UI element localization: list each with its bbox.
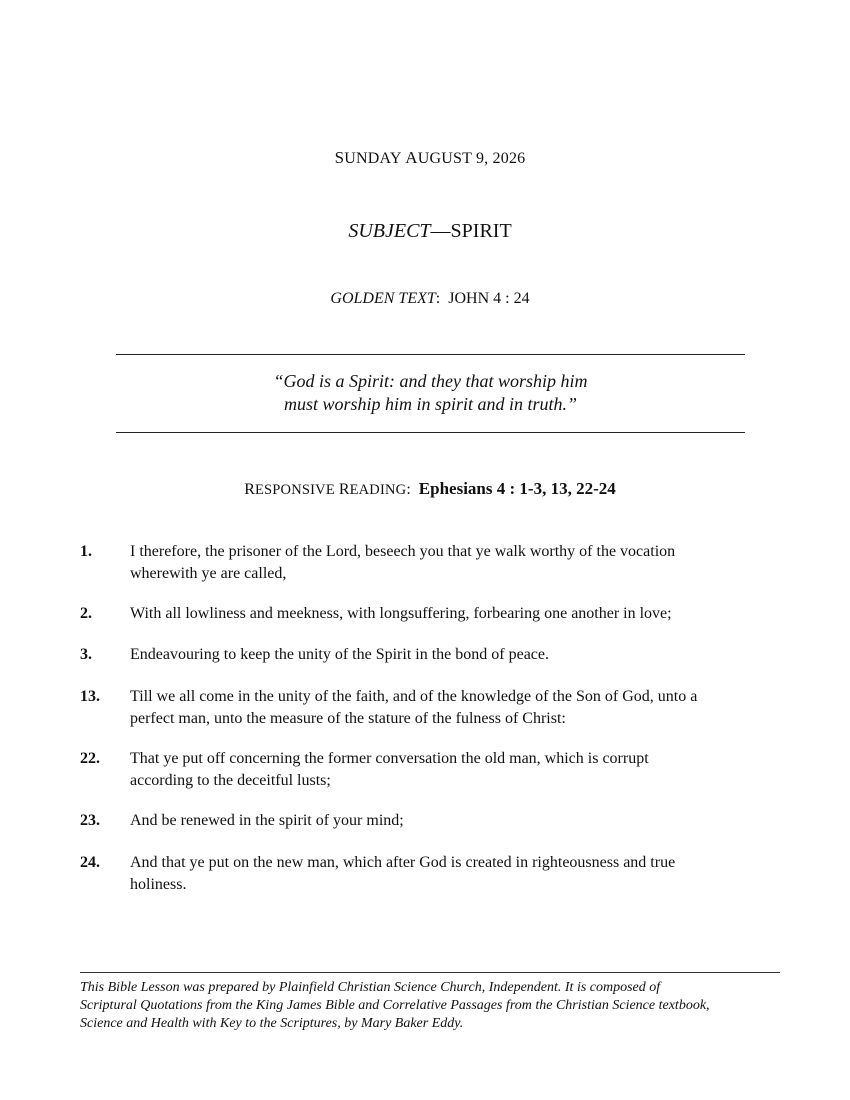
verse-text bbox=[130, 541, 780, 585]
responsive-reading-heading bbox=[0, 479, 850, 499]
verse-text bbox=[130, 810, 780, 832]
verse-number: 2. bbox=[80, 605, 92, 622]
quote-bottom-rule bbox=[116, 432, 745, 433]
golden-text-heading bbox=[0, 290, 850, 308]
verse-line: perfect man, unto the measure of the stature of the fulness of Christ: bbox=[130, 710, 566, 727]
subject-label: SUBJECT bbox=[348, 220, 431, 242]
subject-value: SPIRIT bbox=[450, 220, 512, 242]
verse-line: With all lowliness and meekness, with longsuffering, forbearing one another in love; bbox=[130, 605, 672, 622]
footer-note bbox=[80, 979, 780, 1033]
verse-item bbox=[80, 810, 780, 852]
verse-line: That ye put off concerning the former conversation the old man, which is corrupt bbox=[130, 750, 649, 767]
verse-line: wherewith ye are called, bbox=[130, 565, 287, 582]
footer-line: Science and Health with Key to the Scriptures, by Mary Baker Eddy. bbox=[80, 1016, 464, 1031]
reading-rest: EADING bbox=[349, 482, 407, 498]
verse-number: 13. bbox=[80, 688, 100, 705]
footer-line: Scriptural Quotations from the King James Bible and Correlative Passages from the Christian Science textbook, bbox=[80, 998, 710, 1013]
responsive-initial: R bbox=[244, 481, 255, 498]
responsive-reference: Ephesians 4 : 1-3, 13, 22-24 bbox=[418, 479, 616, 498]
verse-line: according to the deceitful lusts; bbox=[130, 772, 331, 789]
verse-text bbox=[130, 748, 780, 792]
verse-item bbox=[80, 644, 780, 686]
verse-list bbox=[80, 541, 780, 896]
verse-number: 23. bbox=[80, 812, 100, 829]
verse-text bbox=[130, 686, 780, 730]
verse-line: holiness. bbox=[130, 876, 187, 893]
subject-dash: — bbox=[430, 220, 451, 242]
verse-line: And be renewed in the spirit of your mind; bbox=[130, 812, 404, 829]
date-numbers: 9, 2026 bbox=[475, 150, 526, 167]
golden-text-label: GOLDEN TEXT bbox=[330, 290, 436, 307]
verse-text bbox=[130, 603, 780, 625]
verse-item bbox=[80, 603, 780, 644]
verse-item bbox=[80, 541, 780, 603]
verse-number: 3. bbox=[80, 646, 92, 663]
footer-line: This Bible Lesson was prepared by Plainfield Christian Science Church, Independent. It is composed of bbox=[80, 980, 661, 995]
lesson-subject bbox=[0, 220, 850, 243]
verse-line: Till we all come in the unity of the faith, and of the knowledge of the Son of God, unto a bbox=[130, 688, 698, 705]
quote-top-rule bbox=[116, 354, 745, 355]
verse-number: 22. bbox=[80, 750, 100, 767]
date-day-rest: UNDAY bbox=[344, 150, 402, 167]
verse-text bbox=[130, 852, 780, 896]
verse-line: And that ye put on the new man, which after God is created in righteousness and true bbox=[130, 854, 676, 871]
verse-line: Endeavouring to keep the unity of the Spirit in the bond of peace. bbox=[130, 646, 549, 663]
verse-item bbox=[80, 852, 780, 896]
golden-text-colon: : bbox=[435, 290, 441, 307]
quote-line: “God is a Spirit: and they that worship him bbox=[273, 371, 588, 391]
verse-number: 1. bbox=[80, 543, 92, 560]
responsive-colon: : bbox=[406, 481, 411, 498]
date-initial: S bbox=[334, 148, 345, 167]
verse-number: 24. bbox=[80, 854, 100, 871]
date-month-rest: UGUST bbox=[417, 150, 472, 167]
reading-initial: R bbox=[338, 481, 350, 498]
golden-text-quote bbox=[116, 370, 745, 416]
verse-text bbox=[130, 644, 780, 666]
golden-text-reference: JOHN 4 : 24 bbox=[448, 290, 530, 307]
verse-line: I therefore, the prisoner of the Lord, beseech you that ye walk worthy of the vocation bbox=[130, 543, 676, 560]
verse-item bbox=[80, 748, 780, 810]
quote-line: must worship him in spirit and in truth.” bbox=[283, 394, 578, 414]
verse-item bbox=[80, 686, 780, 748]
footer-rule bbox=[80, 972, 780, 973]
date-month-initial: A bbox=[405, 148, 418, 167]
lesson-date bbox=[0, 148, 850, 168]
responsive-rest: ESPONSIVE bbox=[254, 482, 335, 498]
